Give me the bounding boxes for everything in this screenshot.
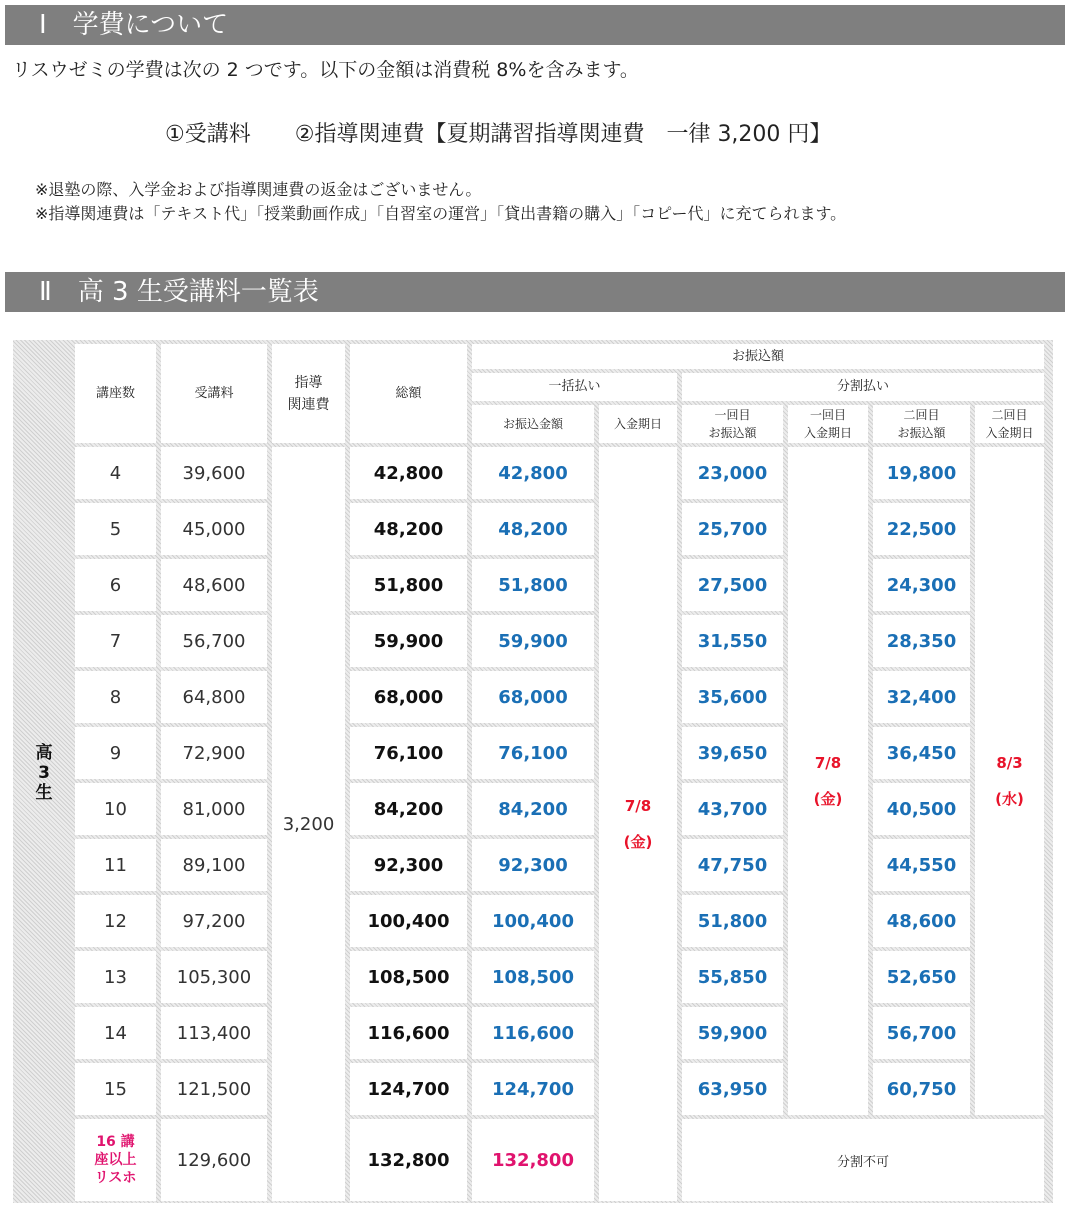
grade-label: 高 3 生 <box>35 742 53 803</box>
cell-second: 24,300 <box>873 559 970 611</box>
cell-total: 76,100 <box>350 727 467 779</box>
cell-lump: 84,200 <box>472 783 594 835</box>
cell-first: 55,850 <box>682 951 783 1003</box>
cell-lump: 116,600 <box>472 1007 594 1059</box>
cell-second: 44,550 <box>873 839 970 891</box>
cell-courses-unlimited: 16 講 座以上 リスホ <box>75 1119 156 1201</box>
header-tuition: 受講料 <box>161 344 267 443</box>
cell-second: 22,500 <box>873 503 970 555</box>
cell-courses: 8 <box>75 671 156 723</box>
cell-total: 92,300 <box>350 839 467 891</box>
cell-total: 124,700 <box>350 1063 467 1115</box>
cell-tuition: 72,900 <box>161 727 267 779</box>
cell-tuition: 89,100 <box>161 839 267 891</box>
cell-second: 60,750 <box>873 1063 970 1115</box>
cell-courses: 14 <box>75 1007 156 1059</box>
fee-table-wrapper <box>13 340 1053 1203</box>
cell-second: 36,450 <box>873 727 970 779</box>
cell-lump: 68,000 <box>472 671 594 723</box>
cell-courses: 11 <box>75 839 156 891</box>
cell-total: 132,800 <box>350 1119 467 1201</box>
note-refund: ※退塾の際、入学金および指導関連費の返金はございません。 <box>35 180 482 199</box>
cell-total: 100,400 <box>350 895 467 947</box>
cell-first: 25,700 <box>682 503 783 555</box>
cell-second: 19,800 <box>873 447 970 499</box>
cell-lump: 42,800 <box>472 447 594 499</box>
header-lump-amount: お振込金額 <box>472 405 594 443</box>
cell-second-due: 8/3 (水) <box>975 447 1044 1115</box>
cell-lump: 76,100 <box>472 727 594 779</box>
cell-lump: 124,700 <box>472 1063 594 1115</box>
cell-tuition: 105,300 <box>161 951 267 1003</box>
cell-first: 63,950 <box>682 1063 783 1115</box>
cell-total: 59,900 <box>350 615 467 667</box>
cell-courses: 4 <box>75 447 156 499</box>
cell-first-due: 7/8 (金) <box>788 447 868 1115</box>
cell-first: 39,650 <box>682 727 783 779</box>
cell-second: 28,350 <box>873 615 970 667</box>
cell-lump: 108,500 <box>472 951 594 1003</box>
cell-total: 84,200 <box>350 783 467 835</box>
header-total: 総額 <box>350 344 467 443</box>
cell-courses: 6 <box>75 559 156 611</box>
cell-tuition: 81,000 <box>161 783 267 835</box>
cell-tuition: 56,700 <box>161 615 267 667</box>
cell-lump: 92,300 <box>472 839 594 891</box>
cell-courses: 5 <box>75 503 156 555</box>
cell-tuition: 64,800 <box>161 671 267 723</box>
header-first-date: 一回目 入金期日 <box>788 405 868 443</box>
section2-title: Ⅱ 高 3 生受講料一覧表 <box>5 272 1065 312</box>
cell-guidance-fee: 3,200 <box>272 447 345 1201</box>
cell-tuition: 97,200 <box>161 895 267 947</box>
header-guidance: 指導 関連費 <box>272 344 345 443</box>
cell-first: 35,600 <box>682 671 783 723</box>
cell-lump: 51,800 <box>472 559 594 611</box>
cell-lump: 59,900 <box>472 615 594 667</box>
header-lump: 一括払い <box>472 373 677 401</box>
cell-lump: 132,800 <box>472 1119 594 1201</box>
cell-lump: 100,400 <box>472 895 594 947</box>
cell-lump-due: 7/8 (金) <box>599 447 677 1201</box>
cell-tuition: 121,500 <box>161 1063 267 1115</box>
header-transfer: お振込額 <box>472 344 1044 369</box>
cell-second: 52,650 <box>873 951 970 1003</box>
fee-table <box>13 340 1049 1205</box>
cell-courses: 13 <box>75 951 156 1003</box>
cell-total: 68,000 <box>350 671 467 723</box>
cell-first: 23,000 <box>682 447 783 499</box>
cell-first: 59,900 <box>682 1007 783 1059</box>
note-usage: ※指導関連費は「テキスト代」「授業動画作成」「自習室の運営」「貸出書籍の購入」「コピー代」に充てられます。 <box>35 204 847 223</box>
header-courses: 講座数 <box>75 344 156 443</box>
cell-courses: 12 <box>75 895 156 947</box>
cell-total: 51,800 <box>350 559 467 611</box>
header-lump-date: 入金期日 <box>599 405 677 443</box>
cell-courses: 9 <box>75 727 156 779</box>
cell-total: 42,800 <box>350 447 467 499</box>
cell-total: 116,600 <box>350 1007 467 1059</box>
cell-first: 47,750 <box>682 839 783 891</box>
header-split: 分割払い <box>682 373 1044 401</box>
cell-second: 48,600 <box>873 895 970 947</box>
cell-second: 40,500 <box>873 783 970 835</box>
cell-first: 31,550 <box>682 615 783 667</box>
cell-tuition: 48,600 <box>161 559 267 611</box>
fee-items: ①受講料 ②指導関連費【夏期講習指導関連費 一律 3,200 円】 <box>165 122 832 147</box>
cell-courses: 15 <box>75 1063 156 1115</box>
header-second-amount: 二回目 お振込額 <box>873 405 970 443</box>
cell-second: 56,700 <box>873 1007 970 1059</box>
cell-total: 48,200 <box>350 503 467 555</box>
section1-title: Ⅰ 学費について <box>5 5 1065 45</box>
cell-courses: 7 <box>75 615 156 667</box>
cell-split-unavailable: 分割不可 <box>682 1119 1044 1201</box>
cell-tuition: 45,000 <box>161 503 267 555</box>
cell-first: 51,800 <box>682 895 783 947</box>
header-first-amount: 一回目 お振込額 <box>682 405 783 443</box>
cell-total: 108,500 <box>350 951 467 1003</box>
cell-tuition: 129,600 <box>161 1119 267 1201</box>
cell-first: 27,500 <box>682 559 783 611</box>
header-second-date: 二回目 入金期日 <box>975 405 1044 443</box>
cell-second: 32,400 <box>873 671 970 723</box>
cell-first: 43,700 <box>682 783 783 835</box>
intro-text: リスウゼミの学費は次の 2 つです。以下の金額は消費税 8%を含みます。 <box>12 59 639 81</box>
cell-lump: 48,200 <box>472 503 594 555</box>
cell-tuition: 113,400 <box>161 1007 267 1059</box>
cell-tuition: 39,600 <box>161 447 267 499</box>
cell-courses: 10 <box>75 783 156 835</box>
